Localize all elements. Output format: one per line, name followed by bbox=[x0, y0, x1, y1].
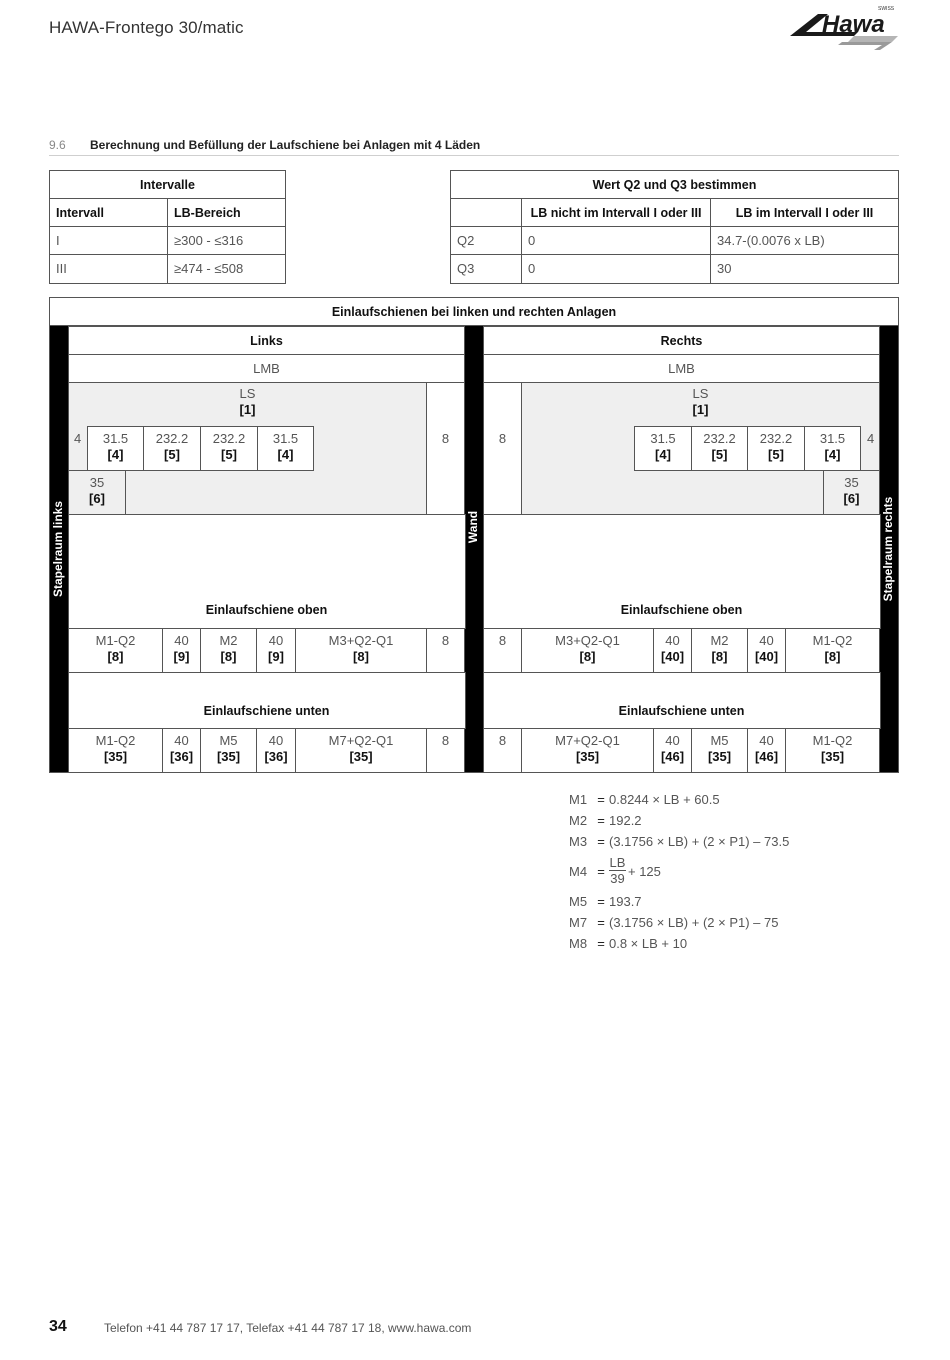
right-segment-1: 31.5 [4] bbox=[634, 426, 692, 471]
right-unten-area bbox=[483, 672, 881, 729]
left-unten-area bbox=[68, 672, 466, 729]
left-oben-label: Einlaufschiene oben bbox=[205, 603, 328, 617]
right-unten-gap: 8 bbox=[483, 728, 522, 773]
page-number: 34 bbox=[49, 1318, 67, 1335]
left-oben-gap: 8 bbox=[426, 628, 465, 673]
right-oben-3: M2 [8] bbox=[691, 628, 748, 673]
left-unten-4: 40 [36] bbox=[256, 728, 296, 773]
formula-m3: M3 = (3.1756 × LB) + (2 × P1) – 73.5 bbox=[569, 834, 790, 849]
q-table-row-1-not-in: 0 bbox=[521, 226, 711, 255]
right-gap: 4 bbox=[867, 431, 875, 446]
formula-m4-tail: + 125 bbox=[628, 864, 661, 879]
formula-m4-fraction: LB 39 bbox=[609, 855, 626, 886]
q-table-row-1-name: Q2 bbox=[450, 226, 522, 255]
hawa-logo bbox=[788, 4, 900, 52]
stapelraum-left-label: Stapelraum links bbox=[51, 500, 65, 598]
intervals-row-1-interval: I bbox=[49, 226, 168, 255]
left-unten-1: M1-Q2 [35] bbox=[68, 728, 163, 773]
left-unten-3: M5 [35] bbox=[200, 728, 257, 773]
left-unten-gap: 8 bbox=[426, 728, 465, 773]
logo-wordmark: Hawa bbox=[822, 11, 885, 38]
right-unten-5: M1-Q2 [35] bbox=[785, 728, 880, 773]
right-title: Rechts bbox=[483, 326, 880, 355]
wand-label: Wand bbox=[466, 510, 480, 544]
intervals-row-2-range: ≥474 - ≤508 bbox=[167, 254, 286, 284]
intervals-title: Intervalle bbox=[49, 170, 286, 199]
right-lmb: LMB bbox=[483, 354, 880, 383]
left-segment-1: 31.5 [4] bbox=[87, 426, 144, 471]
q-table-col-not-in: LB nicht im Intervall I oder III bbox=[521, 198, 711, 227]
formula-m2: M2 = 192.2 bbox=[569, 813, 642, 828]
stapelraum-right-label: Stapelraum rechts bbox=[881, 496, 895, 602]
document-title: HAWA-Frontego 30/matic bbox=[49, 18, 244, 37]
left-segment-2: 232.2 [5] bbox=[143, 426, 201, 471]
right-end-segment: 35 [6] bbox=[823, 470, 880, 515]
left-wall-gap: 8 bbox=[426, 382, 465, 515]
q-table-row-1-in: 34.7-(0.0076 x LB) bbox=[710, 226, 899, 255]
formula-m5: M5 = 193.7 bbox=[569, 894, 642, 909]
q-table-row-2-name: Q3 bbox=[450, 254, 522, 284]
right-oben-1: M3+Q2-Q1 [8] bbox=[521, 628, 654, 673]
section-divider bbox=[49, 155, 899, 156]
left-unten-label: Einlaufschiene unten bbox=[203, 704, 330, 718]
right-unten-3: M5 [35] bbox=[691, 728, 748, 773]
left-oben-5: M3+Q2-Q1 [8] bbox=[295, 628, 427, 673]
formula-m4: M4 = bbox=[569, 864, 605, 879]
q-table-col-name bbox=[450, 198, 522, 227]
left-segment-4: 31.5 [4] bbox=[257, 426, 314, 471]
intervals-col-range: LB-Bereich bbox=[167, 198, 286, 227]
footer-contact: Telefon +41 44 787 17 17, Telefax +41 44 787 17 18, www.hawa.com bbox=[104, 1321, 472, 1335]
section-title: Berechnung und Befüllung der Laufschiene bei Anlagen mit 4 Läden bbox=[90, 138, 481, 152]
left-oben-area bbox=[68, 514, 466, 629]
left-oben-3: M2 [8] bbox=[200, 628, 257, 673]
right-unten-2: 40 [46] bbox=[653, 728, 692, 773]
left-unten-5: M7+Q2-Q1 [35] bbox=[295, 728, 427, 773]
left-gap: 4 bbox=[74, 431, 82, 446]
right-unten-1: M7+Q2-Q1 [35] bbox=[521, 728, 654, 773]
left-lmb: LMB bbox=[68, 354, 465, 383]
right-unten-4: 40 [46] bbox=[747, 728, 786, 773]
left-segment-3: 232.2 [5] bbox=[200, 426, 258, 471]
intervals-row-2-interval: III bbox=[49, 254, 168, 284]
rail-diagram-title: Einlaufschienen bei linken und rechten Anlagen bbox=[49, 297, 899, 326]
right-wall-gap: 8 bbox=[483, 382, 522, 515]
right-oben-area bbox=[483, 514, 881, 629]
q-table-row-2-not-in: 0 bbox=[521, 254, 711, 284]
section-number: 9.6 bbox=[49, 138, 66, 152]
right-oben-2: 40 [40] bbox=[653, 628, 692, 673]
left-oben-2: 40 [9] bbox=[162, 628, 201, 673]
q-table-row-2-in: 30 bbox=[710, 254, 899, 284]
logo-sub: SWISS bbox=[878, 6, 895, 12]
q-table-title: Wert Q2 und Q3 bestimmen bbox=[450, 170, 899, 199]
right-oben-label: Einlaufschiene oben bbox=[620, 603, 743, 617]
intervals-col-interval: Intervall bbox=[49, 198, 168, 227]
formula-m8: M8 = 0.8 × LB + 10 bbox=[569, 936, 688, 951]
left-ls: LS [1] bbox=[239, 386, 256, 417]
left-unten-2: 40 [36] bbox=[162, 728, 201, 773]
right-unten-label: Einlaufschiene unten bbox=[618, 704, 745, 718]
left-oben-4: 40 [9] bbox=[256, 628, 296, 673]
left-oben-1: M1-Q2 [8] bbox=[68, 628, 163, 673]
left-title: Links bbox=[68, 326, 465, 355]
right-segment-2: 232.2 [5] bbox=[691, 426, 748, 471]
right-segment-3: 232.2 [5] bbox=[747, 426, 805, 471]
right-oben-5: M1-Q2 [8] bbox=[785, 628, 880, 673]
formula-m1: M1 = 0.8244 × LB + 60.5 bbox=[569, 792, 720, 807]
right-oben-4: 40 [40] bbox=[747, 628, 786, 673]
right-oben-gap: 8 bbox=[483, 628, 522, 673]
intervals-row-1-range: ≥300 - ≤316 bbox=[167, 226, 286, 255]
right-segment-4: 31.5 [4] bbox=[804, 426, 861, 471]
formula-m7: M7 = (3.1756 × LB) + (2 × P1) – 75 bbox=[569, 915, 779, 930]
left-end-segment: 35 [6] bbox=[68, 470, 126, 515]
right-ls: LS [1] bbox=[692, 386, 709, 417]
q-table-col-in: LB im Intervall I oder III bbox=[710, 198, 899, 227]
